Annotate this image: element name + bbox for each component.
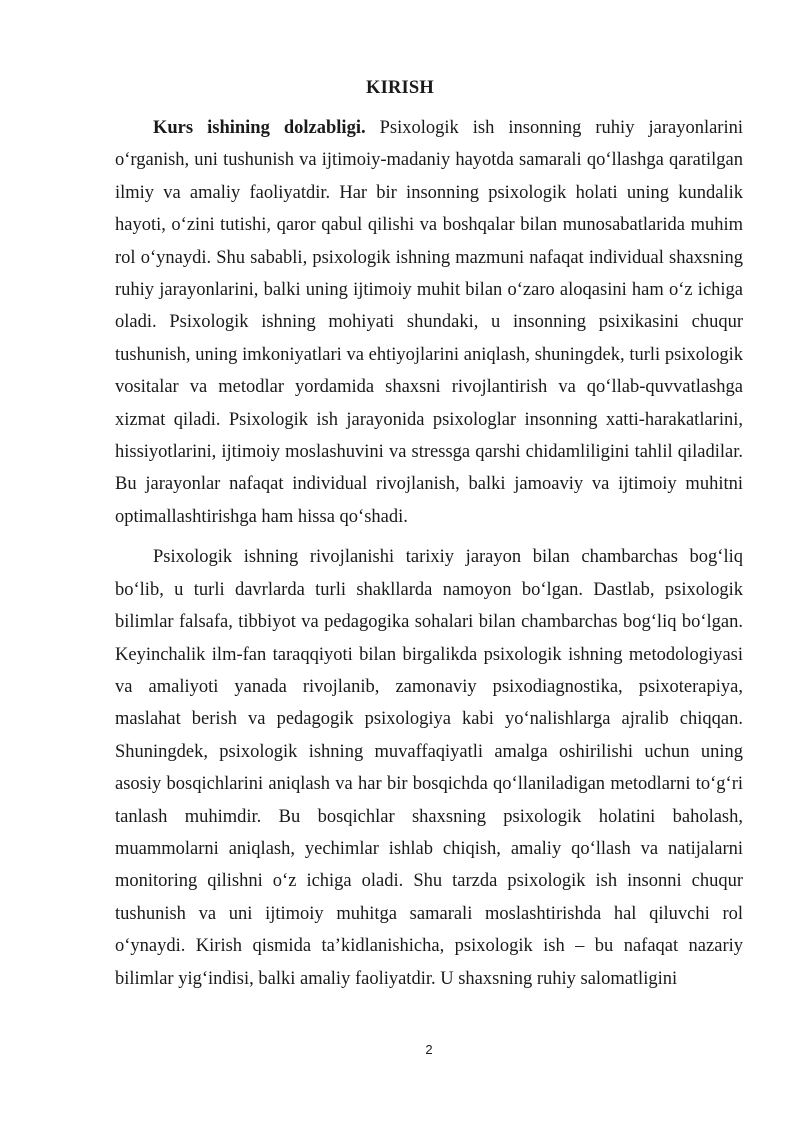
paragraph-lead: Kurs ishining dolzabligi. [153,118,366,138]
section-heading: KIRISH [365,78,435,98]
page-number: 2 [425,1042,433,1057]
body-text [115,112,743,1003]
paragraph-text: Psixologik ish insonning ruhiy jarayonlarini o‘rganish, uni tushunish va ijtimoiy-madaniy hayotda samarali qo‘llashga qaratilgan ilmiy va amaliy faoliyatdir. Har bir insonning psixologik holati uning kundalik hayoti, o‘zini tutishi, qaror qabul qilishi va boshqalar bilan munosabatlarida muhim rol o‘ynaydi. Shu sababli, psixologik ishning mazmuni nafaqat individual shaxsning ruhiy jarayonlarini, balki uning ijtimoiy muhit bilan o‘zaro aloqasini ham o‘z ichiga oladi. Psixologik ishning mohiyati shundaki, u insonning psixikasini chuqur tushunish, uning imkoniyatlari va ehtiyojlarini aniqlash, shuningdek, turli psixologik vositalar va metodlar yordamida shaxsni rivojlantirish va qo‘llab-quvvatlashga xizmat qiladi. Psixologik ish jarayonida psixologlar insonning xatti-harakatlarini, hissiyotlarini, ijtimoiy moslashuvini va stressga qarshi chidamliligini tahlil qiladilar. Bu jarayonlar nafaqat individual rivojlanish, balki jamoaviy va ijtimoiy muhitni optimallashtirishga ham hissa qo‘shadi. [115,118,743,527]
paragraph-2 [115,541,743,995]
paragraph-text: Psixologik ishning rivojlanishi tarixiy jarayon bilan chambarchas bog‘liq bo‘lib, u turli davrlarda turli shakllarda namoyon bo‘lgan. Dastlab, psixologik bilimlar falsafa, tibbiyot va pedagogika sohalari bilan chambarchas bog‘liq bo‘lgan. Keyinchalik ilm-fan taraqqiyoti bilan birgalikda psixologik ishning metodologiyasi va amaliyoti yanada rivojlanib, zamonaviy psixodiagnostika, psixoterapiya, maslahat berish va pedagogik psixologiya kabi yo‘nalishlarga ajralib chiqqan. Shuningdek, psixologik ishning muvaffaqiyatli amalga oshirilishi uchun uning asosiy bosqichlarini aniqlash va har bir bosqichda qo‘llaniladigan metodlarni to‘g‘ri tanlash muhimdir. Bu bosqichlar shaxsning psixologik holatini baholash, muammolarni aniqlash, yechimlar ishlab chiqish, amaliy qo‘llash va natijalarni monitoring qilishni o‘z ichiga oladi. Shu tarzda psixologik ish insonni chuqur tushunish va uni ijtimoiy muhitga samarali moslashtirishda hal qiluvchi rol o‘ynaydi. Kirish qismida ta’kidlanishicha, psixologik ish – bu nafaqat nazariy bilimlar yig‘indisi, balki amaliy faoliyatdir. U shaxsning ruhiy salomatligini [115,547,743,989]
paragraph-1 [115,112,743,533]
